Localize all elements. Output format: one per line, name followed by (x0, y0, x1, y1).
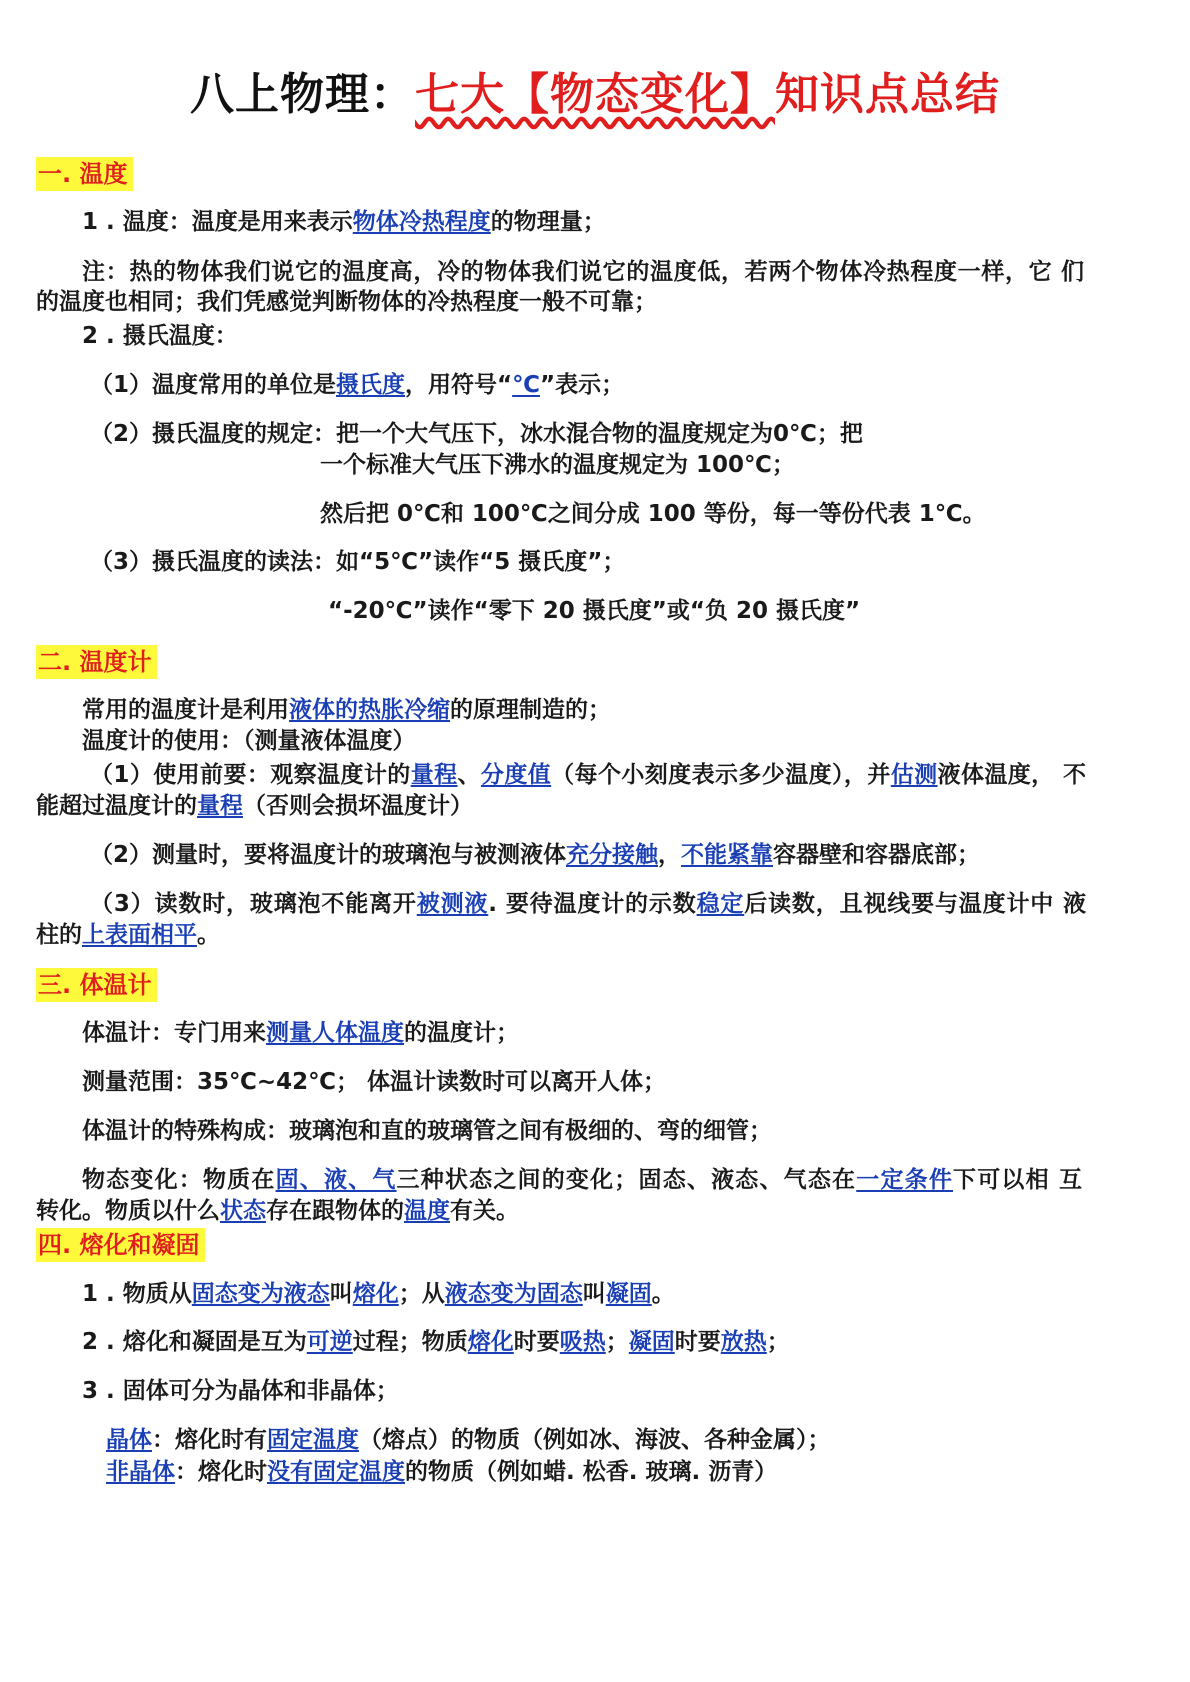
keyword: 晶体 (106, 1427, 152, 1453)
list-item: （2）测量时，要将温度计的玻璃泡与被测液体充分接触，不能紧靠容器壁和容器底部； (90, 842, 981, 868)
section-heading-temperature: 一. 温度 (36, 157, 133, 191)
paragraph: 3 . 固体可分为晶体和非晶体； (82, 1378, 399, 1404)
keyword: 测量人体温度 (266, 1020, 404, 1046)
section-heading-thermometer: 二. 温度计 (36, 645, 157, 679)
note-line: 的温度也相同；我们凭感觉判断物体的冷热程度一般不可靠； (36, 289, 657, 315)
keyword: 液态变为固态 (444, 1281, 583, 1307)
keyword: 熔化 (352, 1281, 399, 1307)
paragraph: 体温计：专门用来测量人体温度的温度计； (82, 1020, 519, 1046)
section-heading-clinical-thermometer: 三. 体温计 (36, 968, 157, 1002)
list-item-continuation: 一个标准大气压下沸水的温度规定为 100℃； (320, 452, 795, 478)
list-item-continuation: 柱的上表面相平。 (36, 922, 220, 948)
paragraph: 2 . 熔化和凝固是互为可逆过程；物质熔化时要吸热；凝固时要放热； (82, 1329, 790, 1355)
paragraph-continuation: 转化。物质以什么状态存在跟物体的温度有关。 (36, 1198, 519, 1224)
list-item: （3）摄氏温度的读法：如“5℃”读作“5 摄氏度”； (90, 549, 626, 575)
keyword: 上表面相平 (82, 922, 197, 948)
keyword: 一定条件 (856, 1167, 954, 1193)
keyword: 放热 (720, 1329, 767, 1355)
paragraph: 温度计的使用：（测量液体温度） (82, 728, 416, 754)
list-item-continuation: “-20℃”读作“零下 20 摄氏度”或“负 20 摄氏度” (328, 598, 861, 624)
keyword: 可逆 (306, 1329, 353, 1355)
keyword: ℃ (512, 372, 540, 398)
note-line: 注：热的物体我们说它的温度高，冷的物体我们说它的温度低，若两个物体冷热程度一样，它 们 (82, 259, 1084, 285)
keyword: 估测 (890, 762, 938, 788)
list-item-continuation: 能超过温度计的量程（否则会损坏温度计） (36, 793, 473, 819)
list-item: （1）温度常用的单位是摄氏度，用符号“℃”表示； (90, 372, 625, 398)
keyword: 稳定 (696, 891, 745, 917)
paragraph: 常用的温度计是利用液体的热胀冷缩的原理制造的； (82, 697, 611, 723)
paragraph: 体温计的特殊构成：玻璃泡和直的玻璃管之间有极细的、弯的细管； (82, 1118, 772, 1144)
paragraph: 物态变化：物质在固、液、气三种状态之间的变化；固态、液态、气态在一定条件下可以相 互 (82, 1167, 1083, 1193)
section-heading-melting-solidification: 四. 熔化和凝固 (36, 1228, 205, 1262)
keyword: 没有固定温度 (267, 1459, 405, 1485)
keyword: 充分接触 (566, 842, 659, 868)
paragraph: 1 . 温度：温度是用来表示物体冷热程度的物理量； (82, 209, 606, 235)
keyword: 凝固 (628, 1329, 675, 1355)
keyword: 熔化 (467, 1329, 514, 1355)
list-item-continuation: 然后把 0℃和 100℃之间分成 100 等份，每一等份代表 1℃。 (320, 501, 986, 527)
keyword: 温度 (404, 1198, 450, 1224)
keyword: 固、液、气 (275, 1167, 397, 1193)
keyword: 状态 (220, 1198, 266, 1224)
paragraph: 1 . 物质从固态变为液态叫熔化；从液态变为固态叫凝固。 (82, 1281, 675, 1307)
paragraph: 测量范围：35℃~42℃； 体温计读数时可以离开人体； (82, 1069, 666, 1095)
keyword: 被测液 (416, 891, 489, 917)
keyword: 分度值 (480, 762, 552, 788)
title-highlight: 七大【物态变化】 (415, 69, 775, 120)
list-item: （2）摄氏温度的规定：把一个大气压下，冰水混合物的温度规定为0℃；把 (90, 421, 863, 447)
keyword: 量程 (197, 793, 243, 819)
keyword: 液体的热胀冷缩 (289, 697, 450, 723)
paragraph: 2 . 摄氏温度： (82, 323, 238, 349)
keyword: 固定温度 (267, 1427, 359, 1453)
page-title (0, 58, 1190, 122)
keyword: 物体冷热程度 (352, 209, 491, 235)
keyword: 固态变为液态 (191, 1281, 330, 1307)
list-item: （3）读数时，玻璃泡不能离开被测液. 要待温度计的示数稳定后读数，且视线要与温度计中 液 (90, 891, 1086, 917)
keyword: 凝固 (605, 1281, 652, 1307)
keyword: 量程 (410, 762, 458, 788)
keyword: 摄氏度 (336, 372, 406, 398)
keyword: 不能紧靠 (681, 842, 774, 868)
list-item: （1）使用前要：观察温度计的量程、分度值（每个小刻度表示多少温度），并估测液体温度， 不 (90, 762, 1086, 788)
title-prefix: 八上物理： (190, 69, 415, 120)
keyword: 吸热 (559, 1329, 606, 1355)
title-suffix: 知识点总结 (775, 69, 1000, 120)
keyword: 非晶体 (106, 1459, 175, 1485)
definition-amorphous: 非晶体：熔化时没有固定温度的物质（例如蜡. 松香. 玻璃. 沥青） (106, 1459, 778, 1485)
definition-crystal: 晶体：熔化时有固定温度（熔点）的物质（例如冰、海波、各种金属）； (106, 1427, 831, 1453)
